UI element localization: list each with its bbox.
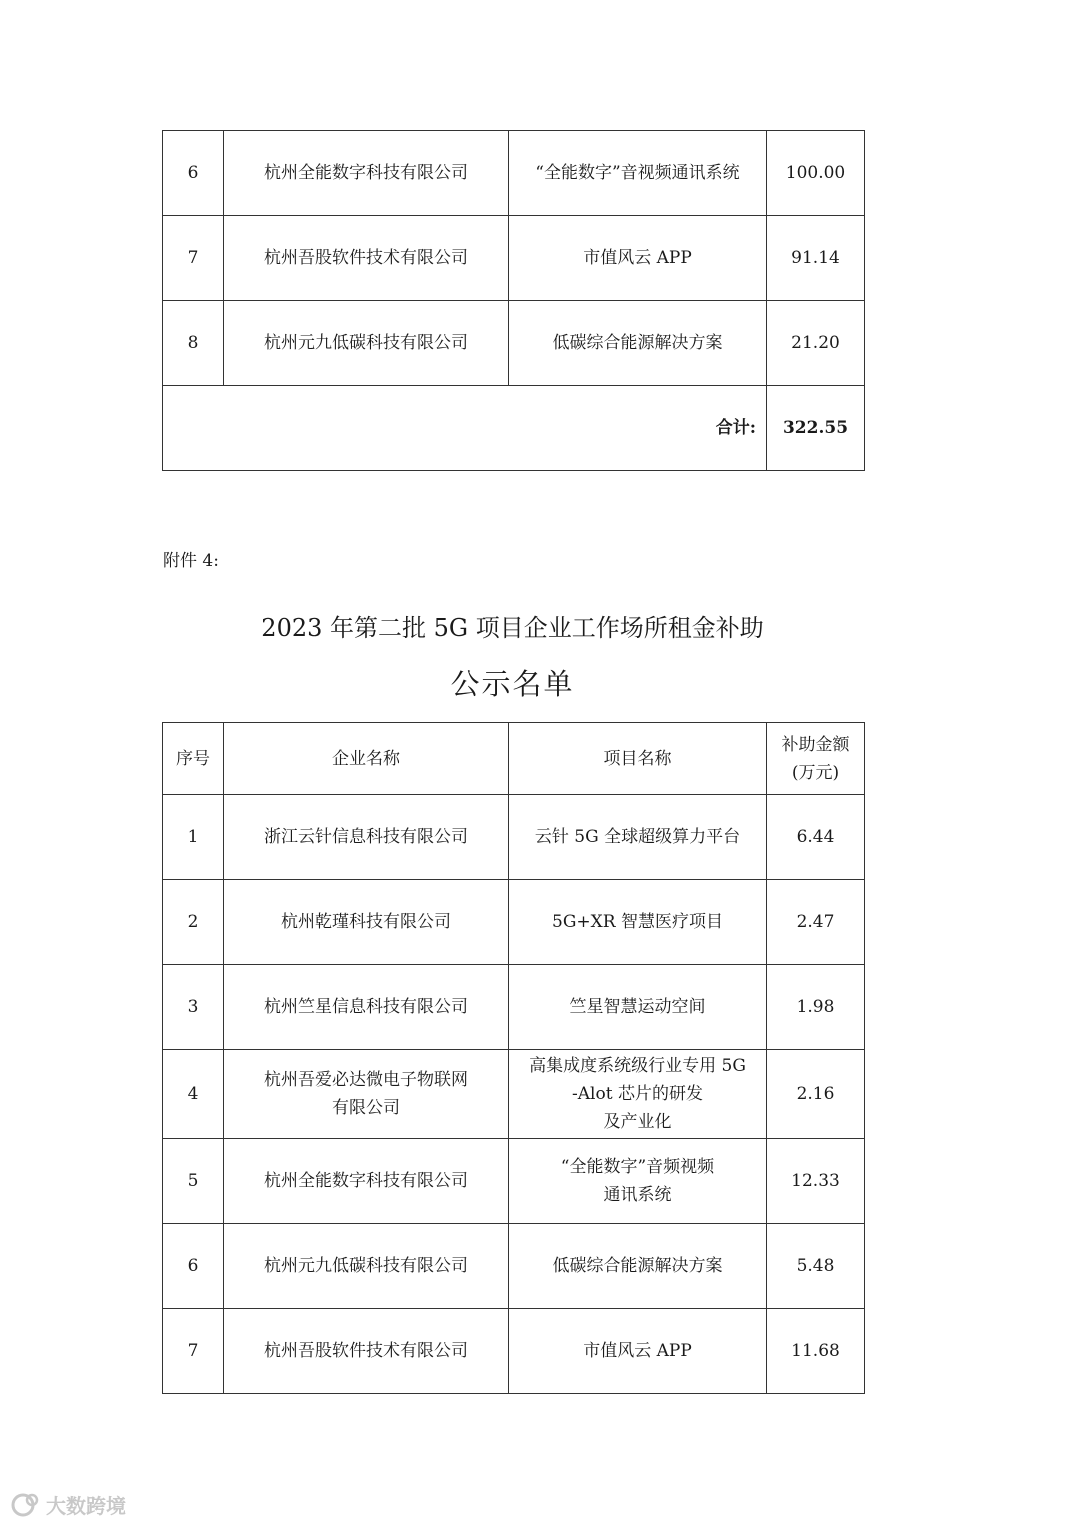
row-number: 3 — [163, 965, 224, 1050]
table-row — [163, 216, 865, 301]
company-name: 杭州乾瑾科技有限公司 — [224, 880, 509, 965]
company-name: 杭州吾股软件技术有限公司 — [224, 216, 509, 301]
project-name-line: 通讯系统 — [603, 1185, 672, 1205]
header-amount — [767, 723, 865, 795]
project-name: 云针 5G 全球超级算力平台 — [509, 795, 767, 880]
header-company: 企业名称 — [224, 723, 509, 795]
page-title: 2023 年第二批 5G 项目企业工作场所租金补助 — [261, 614, 764, 642]
row-number: 7 — [163, 216, 224, 301]
project-name: 5G+XR 智慧医疗项目 — [509, 880, 767, 965]
subsidy-amount: 5.48 — [767, 1224, 865, 1309]
total-label: 合计: — [163, 386, 767, 471]
row-number: 5 — [163, 1139, 224, 1224]
table-row — [163, 1050, 865, 1139]
table-row — [163, 301, 865, 386]
company-name — [224, 1050, 509, 1139]
company-name: 杭州元九低碳科技有限公司 — [224, 1224, 509, 1309]
table-row — [163, 1224, 865, 1309]
project-name: 竺星智慧运动空间 — [509, 965, 767, 1050]
subsidy-amount: 100.00 — [767, 131, 865, 216]
table-header-row — [163, 723, 865, 795]
subsidy-amount: 2.16 — [767, 1050, 865, 1139]
row-number: 4 — [163, 1050, 224, 1139]
project-name-line: -Alot 芯片的研发 — [572, 1084, 703, 1104]
project-name — [509, 1139, 767, 1224]
logo-icon — [10, 1492, 40, 1518]
watermark-text: 大数跨境 — [46, 1494, 126, 1518]
total-row — [163, 386, 865, 471]
subsidy-amount: 12.33 — [767, 1139, 865, 1224]
project-name: 市值风云 APP — [509, 216, 767, 301]
subsidy-amount: 1.98 — [767, 965, 865, 1050]
subsidy-amount: 91.14 — [767, 216, 865, 301]
company-name-line: 杭州吾爱必达微电子物联网 — [264, 1070, 468, 1090]
project-name: 低碳综合能源解决方案 — [509, 1224, 767, 1309]
project-name: 低碳综合能源解决方案 — [509, 301, 767, 386]
row-number: 1 — [163, 795, 224, 880]
company-name: 杭州竺星信息科技有限公司 — [224, 965, 509, 1050]
subsidy-amount: 6.44 — [767, 795, 865, 880]
row-number: 2 — [163, 880, 224, 965]
table-row — [163, 795, 865, 880]
company-name: 杭州吾股软件技术有限公司 — [224, 1309, 509, 1394]
project-name: “全能数字”音视频通讯系统 — [509, 131, 767, 216]
subsidy-amount: 21.20 — [767, 301, 865, 386]
company-name-line: 有限公司 — [332, 1098, 400, 1118]
watermark — [10, 1490, 126, 1519]
rent-subsidy-table — [162, 722, 865, 1394]
top-subsidy-table — [162, 130, 865, 471]
company-name: 浙江云针信息科技有限公司 — [224, 795, 509, 880]
project-name-line: 高集成度系统级行业专用 5G — [529, 1056, 746, 1076]
header-amount-line2: (万元) — [791, 762, 840, 783]
header-amount-line1: 补助金额 — [781, 734, 850, 755]
total-value: 322.55 — [767, 386, 865, 471]
row-number: 6 — [163, 131, 224, 216]
attachment-label: 附件 4: — [163, 551, 219, 571]
company-name: 杭州全能数字科技有限公司 — [224, 131, 509, 216]
project-name-line: “全能数字”音频视频 — [560, 1157, 715, 1177]
subsidy-amount: 2.47 — [767, 880, 865, 965]
project-name — [509, 1050, 767, 1139]
row-number: 8 — [163, 301, 224, 386]
company-name: 杭州全能数字科技有限公司 — [224, 1139, 509, 1224]
table-row — [163, 131, 865, 216]
project-name-line: 及产业化 — [603, 1112, 672, 1132]
table-row — [163, 880, 865, 965]
header-project: 项目名称 — [509, 723, 767, 795]
company-name: 杭州元九低碳科技有限公司 — [224, 301, 509, 386]
page-subtitle: 公示名单 — [450, 667, 575, 701]
header-number: 序号 — [163, 723, 224, 795]
table-row — [163, 965, 865, 1050]
row-number: 7 — [163, 1309, 224, 1394]
subsidy-amount: 11.68 — [767, 1309, 865, 1394]
table-row — [163, 1139, 865, 1224]
row-number: 6 — [163, 1224, 224, 1309]
project-name: 市值风云 APP — [509, 1309, 767, 1394]
table-row — [163, 1309, 865, 1394]
